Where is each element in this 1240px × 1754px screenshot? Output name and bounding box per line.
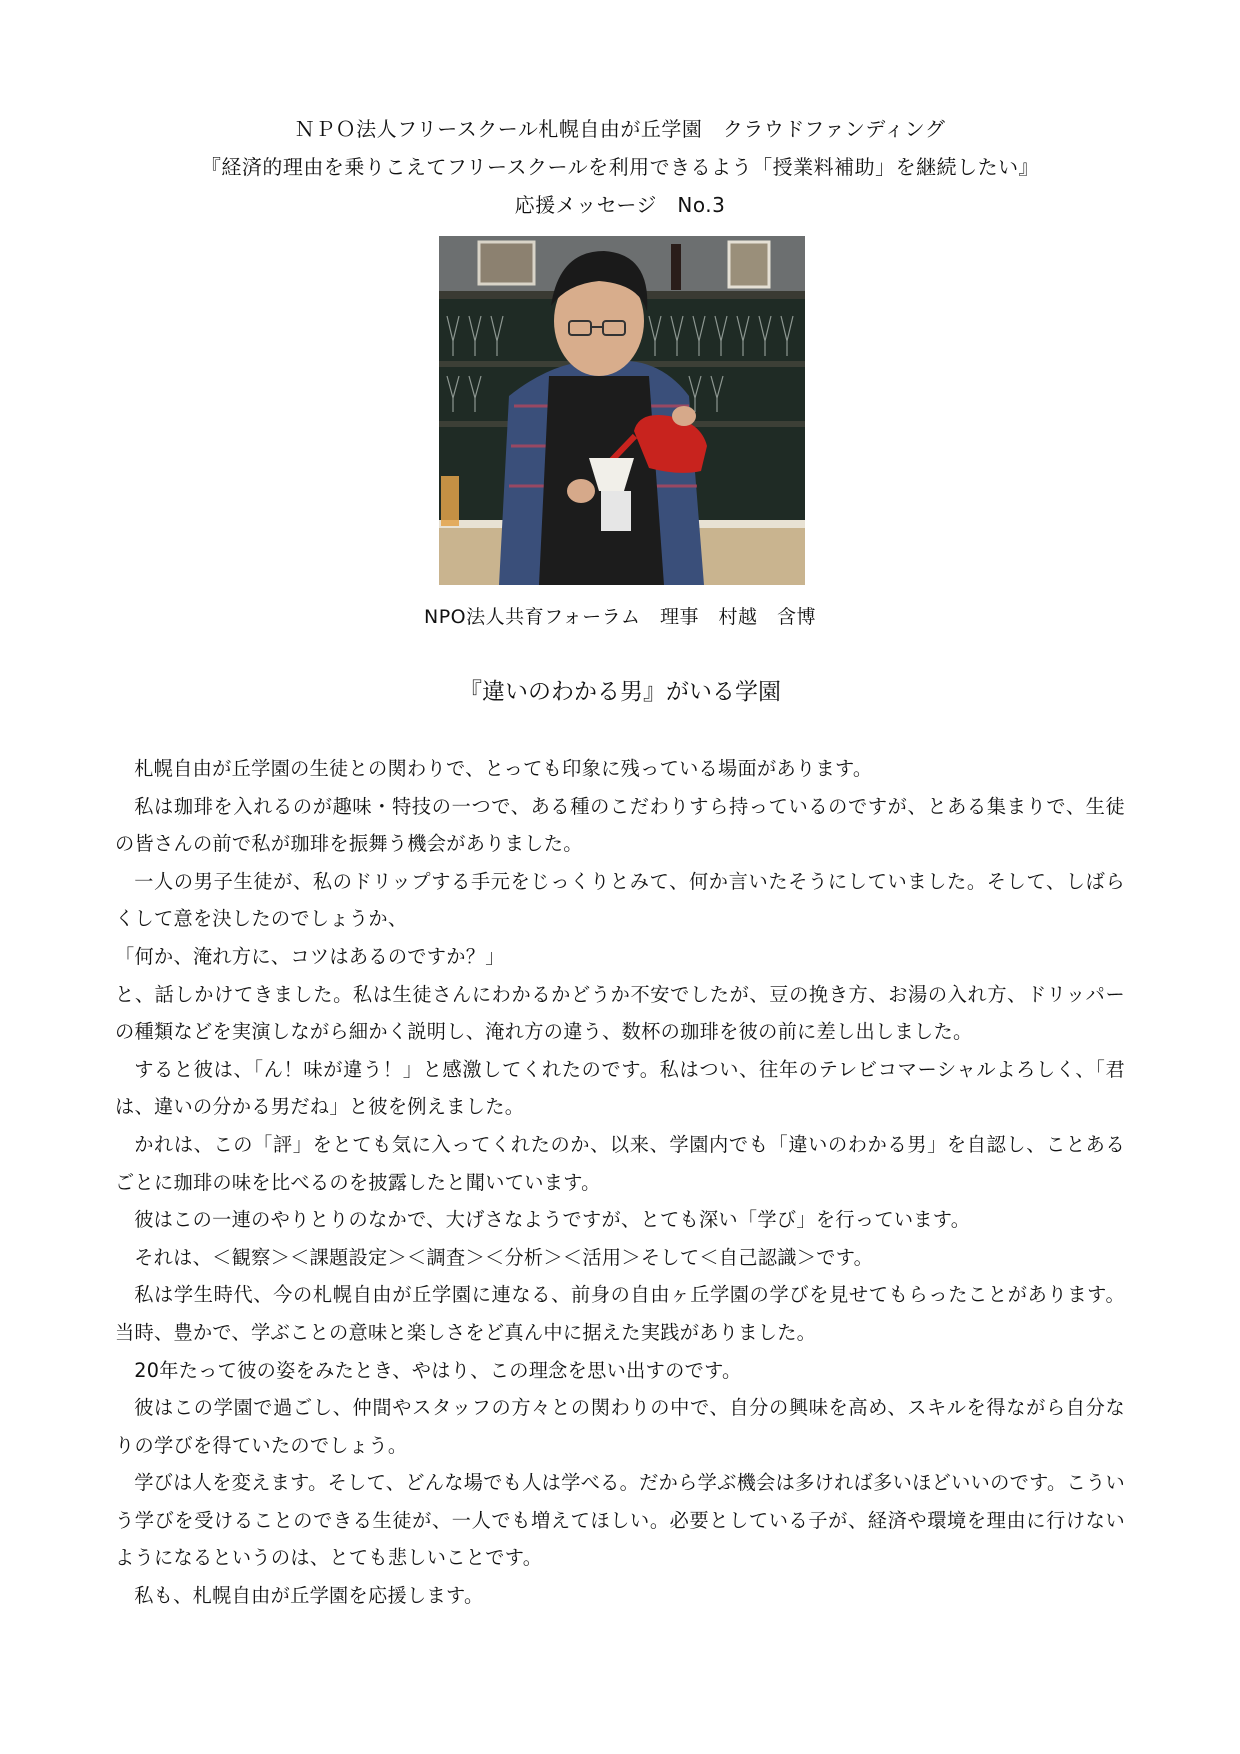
header-line-2: 『経済的理由を乗りこえてフリースクールを利用できるよう「授業料補助」を継続したい』 xyxy=(200,155,1040,179)
paragraph: 彼はこの学園で過ごし、仲間やスタッフの方々との関わりの中で、自分の興味を高め、スキルを得ながら自分なりの学びを得ていたのでしょう。 xyxy=(115,1396,1125,1457)
quote-paragraph: 「何か、淹れ方に、コツはあるのですか？」 xyxy=(115,944,505,968)
paragraph: かれは、この「評」をとても気に入ってくれたのか、以来、学園内でも「違いのわかる男」を自認し、ことあるごとに珈琲の味を比べるのを披露したと聞いています。 xyxy=(115,1132,1125,1194)
paragraph: 20年たって彼の姿をみたとき、やはり、この理念を思い出すのです。 xyxy=(134,1358,742,1382)
article-title: 『違いのわかる男』がいる学園 xyxy=(459,679,781,705)
paragraph: と、話しかけてきました。私は生徒さんにわかるかどうか不安でしたが、豆の挽き方、お湯の入れ方、ドリッパーの種類などを実演しながら細かく説明し、淹れ方の違う、数杯の珈琲を彼の前に差し出しました。 xyxy=(115,982,1125,1044)
paragraph: 一人の男子生徒が、私のドリップする手元をじっくりとみて、何か言いたそうにしていました。そして、しばらくして意を決したのでしょうか、 xyxy=(115,869,1125,931)
paragraph: 私も、札幌自由が丘学園を応援します。 xyxy=(134,1584,484,1608)
paragraph: 札幌自由が丘学園の生徒との関わりで、とっても印象に残っている場面があります。 xyxy=(134,757,873,780)
paragraph: それは、＜観察＞＜課題設定＞＜調査＞＜分析＞＜活用＞そして＜自己認識＞です。 xyxy=(134,1245,874,1269)
paragraph: 私は学生時代、今の札幌自由が丘学園に連なる、前身の自由ヶ丘学園の学びを見せてもらったことがあります。当時、豊かで、学ぶことの意味と楽しさをど真ん中に据えた実践がありました。 xyxy=(115,1283,1125,1344)
paragraph: 私は珈琲を入れるのが趣味・特技の一つで、ある種のこだわりすら持っているのですが、とある集まりで、生徒の皆さんの前で私が珈琲を振舞う機会がありました。 xyxy=(115,794,1125,856)
header-line-1: ＮＰＯ法人フリースクール札幌自由が丘学園 クラウドファンディング xyxy=(294,117,946,141)
header-line-3: 応援メッセージ No.3 xyxy=(514,193,726,217)
paragraph: 彼はこの一連のやりとりのなかで、大げさなようですが、とても深い「学び」を行っています。 xyxy=(134,1208,971,1232)
author-caption: NPO法人共育フォーラム 理事 村越 含博 xyxy=(424,606,816,628)
article-body xyxy=(115,750,1125,1615)
paragraph: 学びは人を変えます。そして、どんな場でも人は学べる。だから学ぶ機会は多ければ多いほどいいのです。こういう学びを受けることのできる生徒が、一人でも増えてほしい。必要としている子が、経済や環境を理由に行けないようになるというのは、とても悲しいことです。 xyxy=(115,1471,1125,1570)
paragraph: すると彼は、「ん！味が違う！」と感激してくれたのです。私はつい、往年のテレビコマーシャルよろしく、「君は、違いの分かる男だね」と彼を例えました。 xyxy=(115,1057,1125,1119)
barista-photo xyxy=(439,236,805,585)
